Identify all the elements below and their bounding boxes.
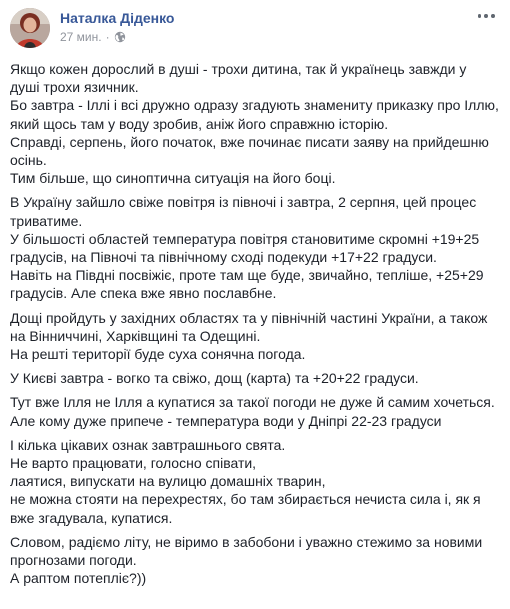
post-text-line: Тим більше, що синоптична ситуація на його боці. [10,170,336,187]
post-paragraph [10,533,500,588]
post-timestamp[interactable]: 27 мин. [60,30,102,44]
more-dot [478,14,482,18]
post-text-line: Бо завтра - Іллі і всі дружно одразу згадують знамениту приказку про Іллю, [10,97,499,114]
post-text-line: Справді, серпень, його початок, вже починає писати заяву на прийдешню [10,133,489,150]
post-text-line: на Вінниччині, Харківщині та Одещині. [10,327,261,344]
post-paragraph [10,193,500,302]
post-meta [60,30,126,44]
post-text-line: душі трохи язичник. [10,79,139,96]
post-text-line: Дощі пройдуть у західних областях та у північній частині України, а також [10,309,488,326]
author-name[interactable]: Наталка Діденко [60,10,175,26]
post-text-line: осінь. [10,152,47,169]
post-text-line: Словом, радіємо літу, не віримо в забобони і уважно стежимо за новими [10,533,483,550]
globe-icon[interactable] [114,31,126,43]
post-text-line: Якщо кожен дорослий в душі - трохи дитина, так й українець завжди у [10,61,467,77]
avatar-image [10,8,50,48]
post-text-line: лаятися, випускати на вулицю домашніх тварин, [10,473,326,490]
post-text-line: У більшості областей температура повітря становитиме скромні +19+25 [10,230,480,247]
post-text-line: Не варто працювати, голосно співати, [10,455,257,472]
post-text-line: На решті території буде суха сонячна погода. [10,346,306,363]
post-text-line: У Києві завтра - вогко та свіжо, дощ (карта) та +20+22 градуси. [10,370,419,387]
avatar[interactable] [10,8,50,48]
post-paragraph [10,60,500,187]
more-dot [484,14,488,18]
post-text-line: Але кому дуже припече - температура води у Дніпрі 22-23 градуси [10,412,442,429]
post-text-line: градусів, на Півночі та північному сході подекуди +17+22 градуси. [10,249,437,266]
post-text-line: не можна стояти на перехрестях, бо там збирається нечиста сила і, як я [10,491,481,508]
post-text-line: В Україну зайшло свіже повітря із півночі і завтра, 2 серпня, цей процес [10,194,477,211]
more-options-icon[interactable] [476,10,496,22]
post-text-line: Тут вже Ілля не Ілля а купатися за такої погоди не дуже й самим хочеться. [10,394,495,411]
post-header [10,6,500,48]
post-text-line: Навіть на Півдні посвіжіє, проте там ще буде, звичайно, тепліше, +25+29 [10,267,484,284]
more-dot [491,14,495,18]
post-text-line: А раптом потепліє?)) [10,570,147,587]
post-paragraph [10,393,500,429]
post-paragraph [10,309,500,364]
meta-separator: · [105,30,110,44]
post-text-line: який щось там у воду зробив, аніж його справжню історію. [10,115,389,132]
post-text-line: вже згадувала, купатися. [10,509,173,526]
post-text-line: градусів. Але спека вже явно пославбне. [10,285,277,302]
post-text-line: І кілька цікавих ознак завтрашнього свята. [10,436,286,453]
post-body [10,60,500,593]
post-paragraph [10,436,500,527]
post-text-line: прогнозами погоди. [10,552,137,569]
post-paragraph [10,369,500,387]
post-text-line: триватиме. [10,212,83,229]
